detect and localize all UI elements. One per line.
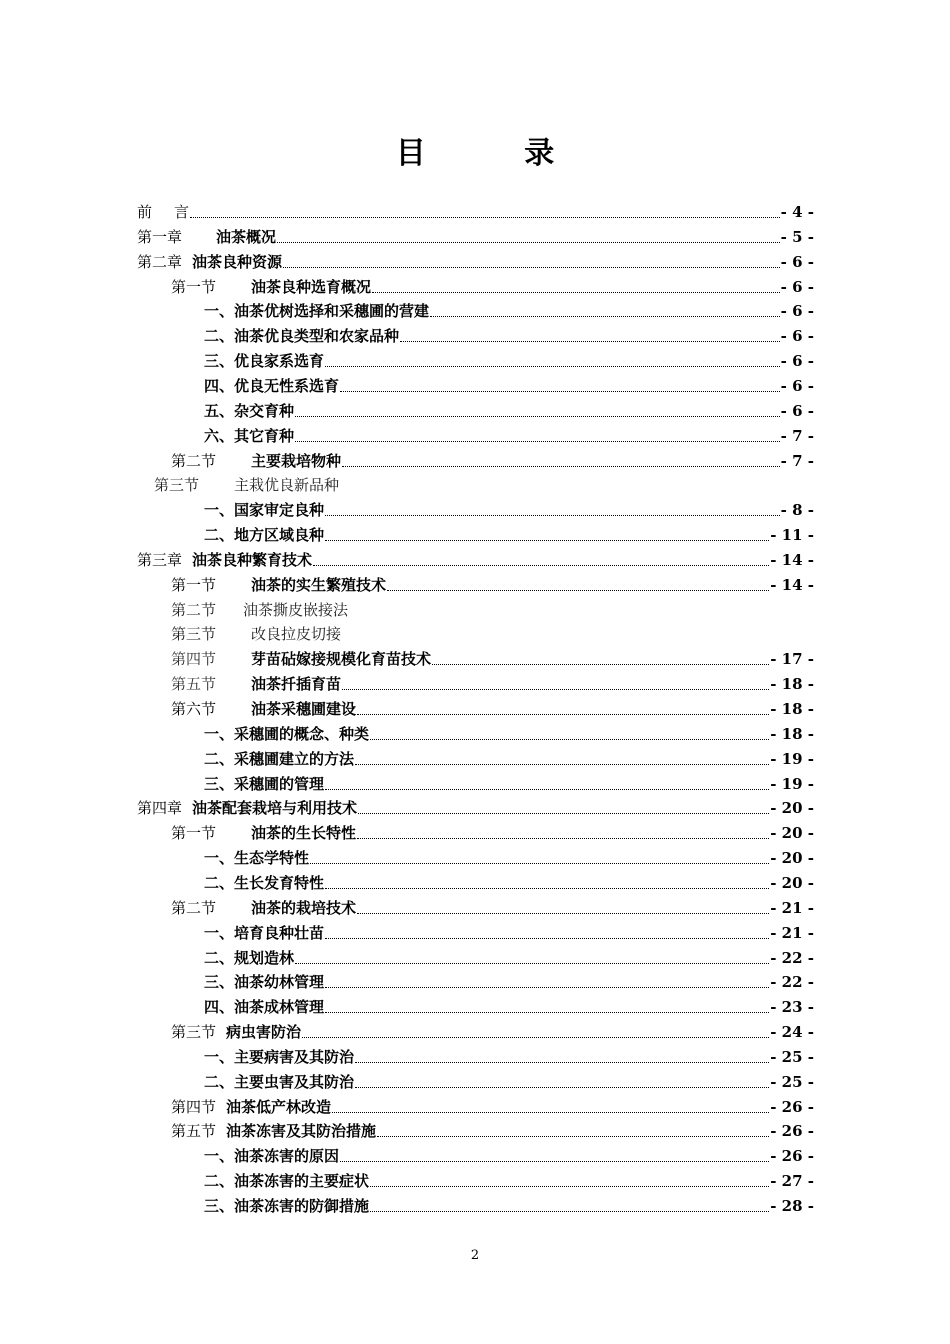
toc-dot-leader bbox=[355, 1062, 769, 1063]
toc-dot-leader bbox=[370, 739, 769, 740]
toc-entry-number: 前 bbox=[137, 203, 153, 221]
toc-entry-number: 第四章 bbox=[137, 799, 183, 818]
toc-dot-leader bbox=[295, 441, 780, 442]
toc-entry-page: - 7 - bbox=[780, 426, 814, 445]
toc-entry[interactable] bbox=[137, 225, 814, 250]
toc-dot-leader bbox=[372, 292, 780, 293]
toc-entry[interactable] bbox=[204, 1144, 814, 1169]
toc-entry-page: - 23 - bbox=[770, 998, 814, 1017]
toc-entry-spacer: 言 bbox=[174, 203, 190, 221]
toc-entry-number: 第六节 bbox=[171, 700, 217, 718]
toc-entry[interactable] bbox=[204, 374, 814, 399]
toc-entry[interactable] bbox=[204, 498, 814, 523]
toc-entry-label: 一、培育良种壮苗 bbox=[204, 923, 325, 942]
toc-dot-leader bbox=[332, 1112, 769, 1113]
toc-entry[interactable] bbox=[204, 722, 814, 747]
toc-entry-number: 第一节 bbox=[171, 277, 217, 296]
toc-entry[interactable] bbox=[204, 846, 814, 871]
toc-entry-number: 第五节 bbox=[171, 1122, 217, 1141]
toc-entry-number: 第一章 bbox=[137, 227, 183, 246]
toc-entry-page: - 21 - bbox=[770, 923, 814, 942]
toc-entry-page: - 18 - bbox=[770, 675, 814, 694]
toc-entry[interactable] bbox=[171, 1020, 814, 1045]
toc-entry-label: 二、生长发育特性 bbox=[204, 873, 325, 892]
toc-dot-leader bbox=[325, 366, 780, 367]
toc-entry[interactable] bbox=[204, 1070, 814, 1095]
toc-entry-page: - 11 - bbox=[770, 526, 814, 545]
toc-entry-page: - 8 - bbox=[780, 501, 814, 520]
toc-entry-label: 二、采穗圃建立的方法 bbox=[204, 749, 355, 768]
toc-entry[interactable] bbox=[204, 349, 814, 374]
toc-entry-number: 第四节 bbox=[171, 650, 217, 669]
toc-entry-number: 第五节 bbox=[171, 675, 217, 694]
page-number: 2 bbox=[470, 1248, 480, 1263]
toc-entry-page: - 26 - bbox=[770, 1147, 814, 1166]
toc-entry-page: - 6 - bbox=[780, 376, 814, 395]
toc-entry-page: - 25 - bbox=[770, 1072, 814, 1091]
toc-dot-leader bbox=[355, 1087, 769, 1088]
toc-entry-label: 二、规划造林 bbox=[204, 948, 295, 967]
toc-entry-label: 油茶良种选育概况 bbox=[251, 277, 372, 296]
toc-entry[interactable] bbox=[204, 871, 814, 896]
toc-entry[interactable] bbox=[204, 921, 814, 946]
toc-entry[interactable] bbox=[204, 324, 814, 349]
toc-entry-label: 二、油茶冻害的主要症状 bbox=[204, 1172, 370, 1191]
toc-dot-leader bbox=[302, 1037, 769, 1038]
toc-entry-page: - 6 - bbox=[780, 327, 814, 346]
toc-entry-label: 六、其它育种 bbox=[204, 426, 295, 445]
toc-dot-leader bbox=[370, 1186, 769, 1187]
toc-dot-leader bbox=[370, 1211, 769, 1212]
toc-entry-page: - 6 - bbox=[780, 252, 814, 271]
toc-entry-page: - 6 - bbox=[780, 302, 814, 321]
toc-entry[interactable] bbox=[171, 896, 814, 921]
toc-entry-page: - 14 - bbox=[770, 550, 814, 569]
toc-entry-label: 一、油茶冻害的原因 bbox=[204, 1147, 340, 1166]
toc-entry[interactable] bbox=[204, 1194, 814, 1219]
toc-dot-leader bbox=[325, 1012, 769, 1013]
toc-dot-leader bbox=[358, 813, 769, 814]
toc-entry-number: 第二章 bbox=[137, 252, 183, 271]
toc-dot-leader bbox=[357, 913, 769, 914]
toc-entry[interactable] bbox=[171, 672, 814, 697]
toc-entry-page: - 20 - bbox=[770, 873, 814, 892]
toc-entry-page: - 7 - bbox=[780, 451, 814, 470]
toc-entry[interactable] bbox=[137, 200, 814, 225]
toc-entry[interactable] bbox=[171, 449, 814, 474]
toc-entry-label: 油茶良种繁育技术 bbox=[192, 550, 313, 569]
toc-entry[interactable] bbox=[171, 573, 814, 598]
toc-entry-page: - 20 - bbox=[770, 824, 814, 843]
toc-entry-page: - 19 - bbox=[770, 774, 814, 793]
toc-entry-page: - 27 - bbox=[770, 1172, 814, 1191]
toc-entry-page: - 5 - bbox=[780, 227, 814, 246]
toc-entry-label: 油茶的生长特性 bbox=[251, 824, 357, 843]
toc-entry-page: - 18 - bbox=[770, 724, 814, 743]
toc-entry[interactable] bbox=[171, 598, 814, 623]
toc-entry-label: 主要栽培物种 bbox=[251, 451, 342, 470]
toc-dot-leader bbox=[283, 267, 780, 268]
toc-entry[interactable] bbox=[204, 523, 814, 548]
toc-entry[interactable] bbox=[137, 250, 814, 275]
toc-dot-leader bbox=[430, 316, 780, 317]
toc-entry[interactable] bbox=[204, 772, 814, 797]
toc-entry-number: 第二节 bbox=[171, 600, 217, 619]
toc-entry-label: 油茶撕皮嵌接法 bbox=[243, 600, 349, 619]
toc-dot-leader bbox=[277, 242, 780, 243]
toc-entry-number: 第三节 bbox=[154, 476, 200, 495]
toc-dot-leader bbox=[400, 341, 780, 342]
toc-dot-leader bbox=[295, 963, 769, 964]
toc-entry-page: - 6 - bbox=[780, 352, 814, 371]
toc-entry-page: - 24 - bbox=[770, 1023, 814, 1042]
toc-dot-leader bbox=[342, 689, 769, 690]
toc-dot-leader bbox=[387, 590, 769, 591]
toc-entry-label: 油茶低产林改造 bbox=[226, 1097, 332, 1116]
toc-entry-number: 第二节 bbox=[171, 898, 217, 917]
toc-entry-page: - 20 - bbox=[770, 799, 814, 818]
toc-entry[interactable] bbox=[171, 697, 814, 722]
toc-entry-label: 病虫害防治 bbox=[226, 1023, 302, 1042]
toc-entry-label: 芽苗砧嫁接规模化育苗技术 bbox=[251, 650, 432, 669]
toc-entry-label: 四、优良无性系选育 bbox=[204, 376, 340, 395]
toc-entry[interactable] bbox=[204, 399, 814, 424]
toc-entry-label: 油茶冻害及其防治措施 bbox=[226, 1122, 377, 1141]
toc-dot-leader bbox=[357, 714, 769, 715]
toc-entry-page: - 26 - bbox=[770, 1122, 814, 1141]
toc-dot-leader bbox=[325, 987, 769, 988]
toc-entry[interactable] bbox=[204, 946, 814, 971]
toc-dot-leader bbox=[357, 838, 769, 839]
toc-entry-number: 第三章 bbox=[137, 550, 183, 569]
toc-entry-label: 油茶良种资源 bbox=[192, 252, 283, 271]
toc-entry-page: - 25 - bbox=[770, 1047, 814, 1066]
toc-entry-page: - 28 - bbox=[770, 1197, 814, 1215]
toc-entry-label: 油茶扦插育苗 bbox=[251, 675, 342, 694]
toc-entry-label: 油茶的栽培技术 bbox=[251, 898, 357, 917]
toc-entry[interactable] bbox=[171, 275, 814, 300]
toc-entry-label: 三、油茶幼林管理 bbox=[204, 973, 325, 992]
toc-entry-number: 第一节 bbox=[171, 824, 217, 843]
toc-entry-label: 油茶概况 bbox=[216, 227, 277, 246]
toc-entry-label: 一、主要病害及其防治 bbox=[204, 1047, 355, 1066]
toc-entry-page: - 26 - bbox=[770, 1097, 814, 1116]
toc-entry-label: 五、杂交育种 bbox=[204, 401, 295, 420]
toc-entry[interactable] bbox=[171, 622, 814, 647]
toc-entry-page: - 22 - bbox=[770, 948, 814, 967]
toc-entry[interactable] bbox=[137, 796, 814, 821]
toc-dot-leader bbox=[325, 938, 769, 939]
toc-entry[interactable] bbox=[204, 995, 814, 1020]
toc-dot-leader bbox=[325, 888, 769, 889]
toc-entry-page: - 19 - bbox=[770, 749, 814, 768]
toc-entry-label: 一、油茶优树选择和采穗圃的营建 bbox=[204, 302, 430, 321]
toc-entry-page: - 18 - bbox=[770, 700, 814, 718]
toc-entry-page: - 17 - bbox=[770, 650, 814, 669]
toc-entry-number: 第四节 bbox=[171, 1097, 217, 1116]
toc-entry-label: 主栽优良新品种 bbox=[234, 476, 340, 495]
toc-dot-leader bbox=[325, 789, 769, 790]
toc-entry[interactable] bbox=[171, 821, 814, 846]
toc-entry[interactable] bbox=[204, 424, 814, 449]
toc-entry-page: - 6 - bbox=[780, 401, 814, 420]
toc-dot-leader bbox=[355, 764, 769, 765]
toc-entry-page: - 21 - bbox=[770, 898, 814, 917]
toc-entry[interactable] bbox=[137, 548, 814, 573]
toc-entry[interactable] bbox=[204, 299, 814, 324]
toc-entry[interactable] bbox=[171, 647, 814, 672]
toc-entry-label: 油茶的实生繁殖技术 bbox=[251, 575, 387, 594]
toc-entry-label: 二、地方区域良种 bbox=[204, 526, 325, 545]
toc-entry[interactable] bbox=[204, 1045, 814, 1070]
toc-dot-leader bbox=[432, 664, 769, 665]
toc-entry-label: 一、采穗圃的概念、种类 bbox=[204, 724, 370, 743]
toc-entry-page: - 20 - bbox=[770, 849, 814, 868]
toc-entry-label: 改良拉皮切接 bbox=[251, 625, 342, 644]
toc-entry-number: 第三节 bbox=[171, 1023, 217, 1042]
toc-dot-leader bbox=[342, 466, 780, 467]
toc-dot-leader bbox=[190, 217, 780, 218]
toc-entry[interactable] bbox=[204, 747, 814, 772]
toc-dot-leader bbox=[325, 515, 780, 516]
toc-entry-number: 第三节 bbox=[171, 625, 217, 644]
toc-entry-page: - 6 - bbox=[780, 277, 814, 296]
toc-entry[interactable] bbox=[154, 473, 814, 498]
toc-dot-leader bbox=[295, 416, 780, 417]
toc-entry-label: 三、优良家系选育 bbox=[204, 352, 325, 371]
toc-entry-label: 油茶配套栽培与利用技术 bbox=[192, 799, 358, 818]
toc-dot-leader bbox=[325, 540, 769, 541]
toc-entry-label: 三、油茶冻害的防御措施 bbox=[204, 1197, 370, 1215]
toc-dot-leader bbox=[310, 863, 769, 864]
toc-entry-number: 第二节 bbox=[171, 451, 217, 470]
toc-entry[interactable] bbox=[171, 1119, 814, 1144]
toc-entry-label: 一、国家审定良种 bbox=[204, 501, 325, 520]
toc-entry-page: - 4 - bbox=[780, 203, 814, 221]
toc-entry-label: 三、采穗圃的管理 bbox=[204, 774, 325, 793]
toc-entry-label: 二、主要虫害及其防治 bbox=[204, 1072, 355, 1091]
toc-entry-label: 二、油茶优良类型和农家品种 bbox=[204, 327, 400, 346]
toc-entry[interactable] bbox=[171, 1095, 814, 1120]
page-title: 目 录 bbox=[395, 136, 599, 171]
toc-dot-leader bbox=[340, 391, 780, 392]
toc-dot-leader bbox=[313, 565, 769, 566]
toc-entry-label: 四、油茶成林管理 bbox=[204, 998, 325, 1017]
toc-entry[interactable] bbox=[204, 970, 814, 995]
toc-entry-page: - 14 - bbox=[770, 575, 814, 594]
toc-entry-label: 一、生态学特性 bbox=[204, 849, 310, 868]
toc-entry-page: - 22 - bbox=[770, 973, 814, 992]
toc-entry-label: 油茶采穗圃建设 bbox=[251, 700, 357, 718]
toc-dot-leader bbox=[377, 1136, 769, 1137]
toc-dot-leader bbox=[340, 1161, 769, 1162]
toc-entry-number: 第一节 bbox=[171, 575, 217, 594]
toc-entry[interactable] bbox=[204, 1169, 814, 1194]
